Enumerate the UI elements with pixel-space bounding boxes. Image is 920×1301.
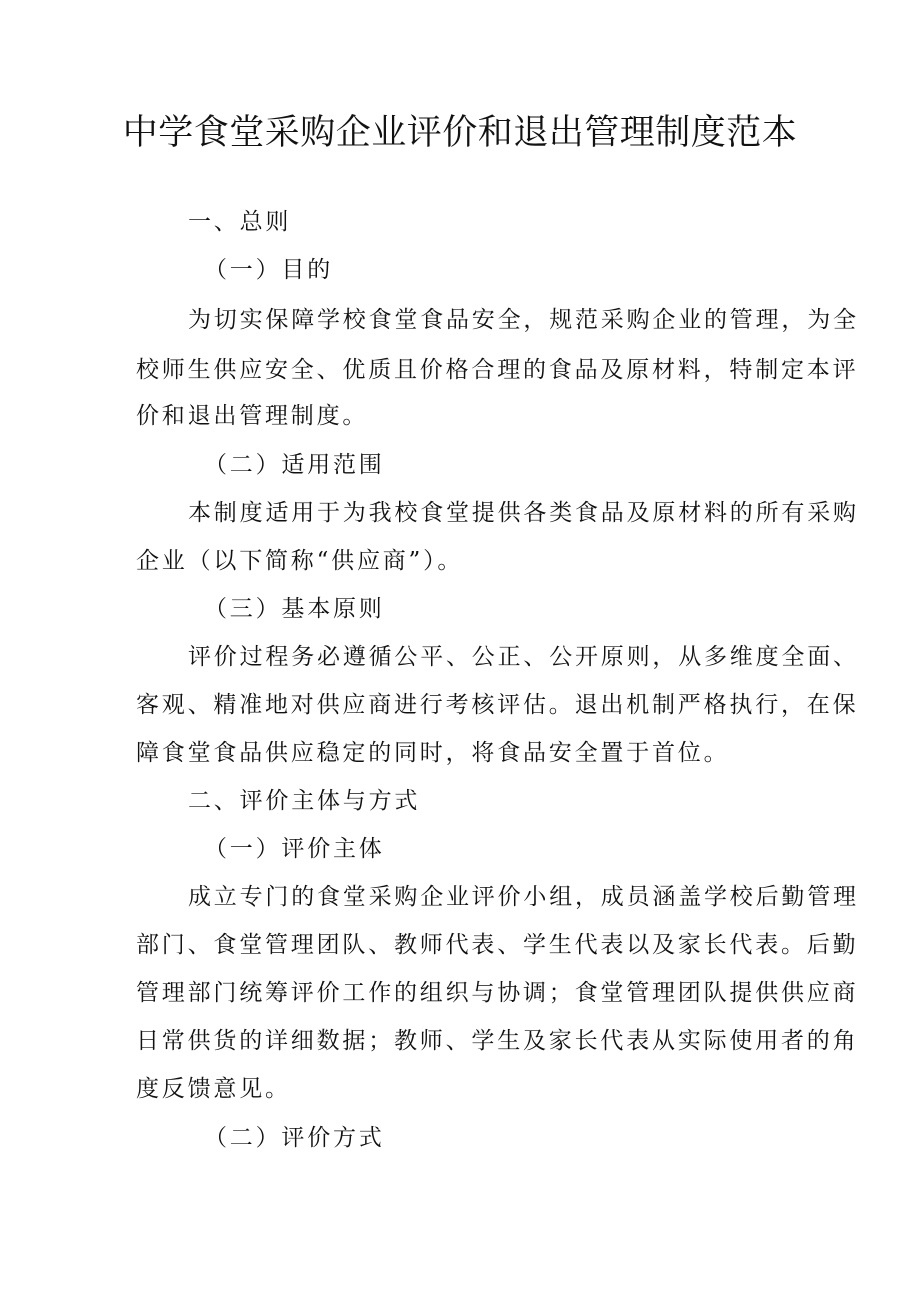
paragraph-line: 客观、精准地对供应商进行考核评估。退出机制严格执行，在保 bbox=[136, 692, 859, 718]
section-heading-evaluation: 二、评价主体与方式 bbox=[188, 788, 421, 814]
subsection-heading-purpose: （一）目的 bbox=[204, 257, 333, 283]
paragraph-line: 障食堂食品供应稳定的同时，将食品安全置于首位。 bbox=[136, 740, 730, 766]
subsection-heading-principles: （三）基本原则 bbox=[204, 596, 385, 622]
paragraph-line: 企业（以下简称“供应商”）。 bbox=[136, 548, 464, 574]
section-heading-general: 一、总则 bbox=[188, 209, 292, 235]
paragraph-line: 校师生供应安全、优质且价格合理的食品及原材料，特制定本评 bbox=[136, 357, 859, 383]
paragraph-line: 为切实保障学校食堂食品安全，规范采购企业的管理，为全 bbox=[188, 307, 859, 333]
document-title: 中学食堂采购企业评价和退出管理制度范本 bbox=[122, 113, 798, 153]
subsection-heading-evaluator: （一）评价主体 bbox=[204, 836, 385, 862]
subsection-heading-method: （二）评价方式 bbox=[204, 1125, 385, 1151]
paragraph-line: 部门、食堂管理团队、教师代表、学生代表以及家长代表。后勤 bbox=[136, 932, 859, 958]
paragraph-line: 度反馈意见。 bbox=[136, 1076, 291, 1102]
paragraph-line: 管理部门统筹评价工作的组织与协调；食堂管理团队提供供应商 bbox=[136, 980, 859, 1006]
paragraph-line: 本制度适用于为我校食堂提供各类食品及原材料的所有采购 bbox=[188, 500, 859, 526]
subsection-heading-scope: （二）适用范围 bbox=[204, 452, 385, 478]
paragraph-line: 价和退出管理制度。 bbox=[136, 403, 369, 429]
paragraph-line: 日常供货的详细数据；教师、学生及家长代表从实际使用者的角 bbox=[136, 1028, 859, 1054]
paragraph-line: 成立专门的食堂采购企业评价小组，成员涵盖学校后勤管理 bbox=[188, 884, 859, 910]
paragraph-line: 评价过程务必遵循公平、公正、公开原则，从多维度全面、 bbox=[188, 644, 859, 670]
